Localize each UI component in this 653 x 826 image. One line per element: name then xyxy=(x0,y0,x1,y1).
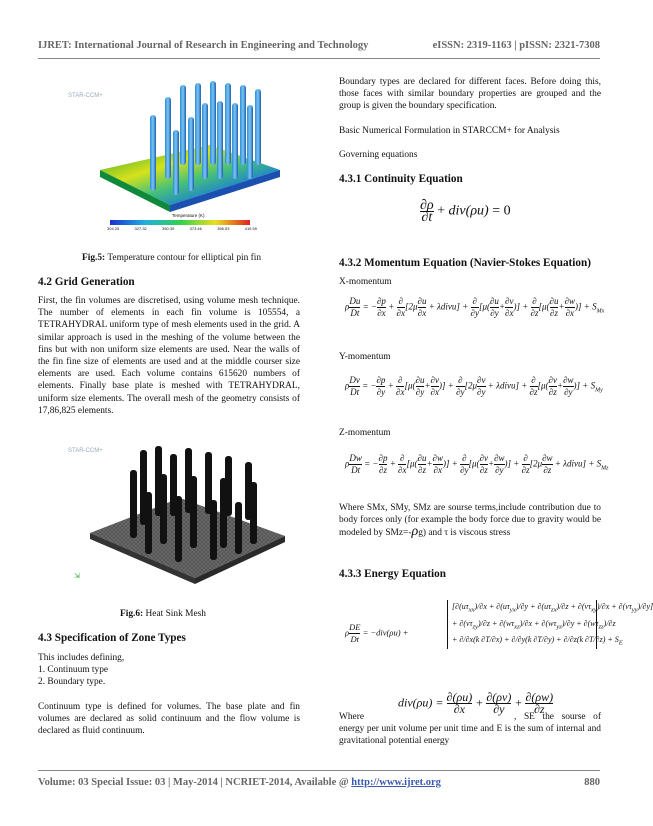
section-4-3-2-title: 4.3.2 Momentum Equation (Navier-Stokes Equation) xyxy=(339,257,591,269)
where2-paragraph xyxy=(339,711,601,748)
fig5-tick: 373.46 xyxy=(189,226,202,231)
section-4-3-item-2: 2. Boundary type. xyxy=(38,677,106,688)
section-4-3-title: 4.3 Specification of Zone Types xyxy=(38,632,186,644)
footer-volume-info xyxy=(38,777,441,788)
section-4-3-1-title: 4.3.1 Continuity Equation xyxy=(339,173,463,185)
svg-text:⇲: ⇲ xyxy=(74,573,80,580)
rho-symbol: ρ xyxy=(411,524,419,540)
section-4-2-text: First, the fin volumes are discretised, using volume mesh technique. The number of elements in each fin volume is 105554, a TETRAHYDRAL uniform type of mesh elements used in the grid. A similar approach is used in the meshing of the volume between the fins but with non uniform size elements are used. Near the walls of the fin fine size of elements are used and at the middle courser size elements are used. Each volume contains 615620 numbers of elements. Finally base plate is meshed with TETRAHYDRAL, uniform size elements. The overall mesh of the geometry consists of 17,86,825 elements. xyxy=(38,296,300,416)
fig6-image xyxy=(60,438,295,588)
footer-left-text: Volume: 03 Special Issue: 03 | May-2014 | NCRIET-2014, Available @ xyxy=(38,777,349,788)
fig5-caption-label: Fig.5: xyxy=(82,253,106,263)
divergence-equation: div(ρu) = $\frac{\partial(\rho u)}{\partial x}$ + $\frac{\partial(\rho v)}{\partial y}$ + $\frac{\partial(\rho w)}{\partial z}$ xyxy=(398,690,554,716)
fig5-colorbar-ticks xyxy=(107,226,257,231)
y-momentum-equation: ρ $\frac{Dv}{Dt}$ = − $\frac{\partial p}{\partial y}$ + $\frac{\partial}{\partial x}$ [μ( $\frac{\partial u}{\partial y}$ + $\frac{\partial v}{\partial x}$ )] + $\frac{\partial}{\partial y}$ [2μ $\frac{\partial v}{\partial y}$ + λdivu] + $\frac{\partial}{\partial z}$ [μ( $\frac{\partial v}{\partial z}$ + $\frac{\partial w}{\partial y}$ )] + $S_{My}$ xyxy=(345,375,603,397)
where2-word: Where xyxy=(339,712,364,722)
fig6-logo: STAR-CCM+ xyxy=(68,448,103,454)
fig5-contour-graphic xyxy=(60,75,295,235)
section-4-2-body xyxy=(38,295,300,417)
fig6-caption-text: Heat Sink Mesh xyxy=(143,609,206,619)
right-intro xyxy=(339,76,601,161)
fig5-caption xyxy=(82,253,261,263)
section-4-3-text: Continuum type is defined for volumes. The base plate and fin volumes are declared as solid continuum and the flow volume is declared as fluid continuum. xyxy=(38,701,300,737)
journal-link[interactable]: http://www.ijret.org xyxy=(351,777,441,788)
numerical-formulation-line: Basic Numerical Formulation in STARCCM+ for Analysis xyxy=(339,125,560,136)
where-tail: g) and τ is viscous stress xyxy=(418,528,511,539)
continuity-equation: $\frac{\partial\rho}{\partial t}$ + div(ρu) = 0 xyxy=(420,198,511,225)
running-header xyxy=(38,40,600,51)
section-4-3-item-1: 1. Continuum type xyxy=(38,665,109,676)
where-text: Where SMx, SMy, SMz are sourse terms,include contribution due to body forces only (for example the body force due to gravity would be modeled by SMz=- xyxy=(339,503,601,539)
fig5-tick: 304.25 xyxy=(107,226,120,231)
fig5-tick: 350.39 xyxy=(162,226,175,231)
footer xyxy=(38,777,600,788)
journal-name: IJRET: International Journal of Research in Engineering and Technology xyxy=(38,40,369,51)
where-paragraph xyxy=(339,502,601,540)
fig5-colorbar-title: Temperature (K) xyxy=(172,213,205,218)
fig5-caption-text: Temperature contour for elliptical pin fin xyxy=(105,253,262,263)
fig5-image xyxy=(60,75,295,235)
governing-equations-line: Governing equations xyxy=(339,149,418,160)
fig6-caption-label: Fig.6: xyxy=(120,609,144,619)
fig6-caption xyxy=(120,609,206,619)
fig5-tick: 419.59 xyxy=(244,226,257,231)
issn: eISSN: 2319-1163 | pISSN: 2321-7308 xyxy=(432,40,600,51)
section-4-3-3-title: 4.3.3 Energy Equation xyxy=(339,568,446,580)
x-momentum-equation: ρ $\frac{Du}{Dt}$ = − $\frac{\partial p}{\partial x}$ + $\frac{\partial}{\partial x}$ [2μ $\frac{\partial u}{\partial x}$ + λdivu] + $\frac{\partial}{\partial y}$ [μ( $\frac{\partial u}{\partial y}$ + $\frac{\partial v}{\partial x}$ )] + $\frac{\partial}{\partial z}$ [μ( $\frac{\partial u}{\partial z}$ + $\frac{\partial w}{\partial x}$ )] + $S_{Mx}$ xyxy=(345,296,605,318)
where2-text: , SE the sourse of energy per unit volume per unit time and E is the sum of internal and gravitational potential energy xyxy=(339,712,601,747)
footer-rule xyxy=(38,770,600,771)
boundary-paragraph: Boundary types are declared for different faces. Before doing this, those faces with similar boundary properties are grouped and the group is given the boundary specification. xyxy=(339,77,601,112)
x-momentum-label: X-momentum xyxy=(339,277,392,287)
z-momentum-label: Z-momentum xyxy=(339,428,391,438)
page-number: 880 xyxy=(584,777,600,788)
section-4-3-intro: This includes defining, xyxy=(38,653,125,663)
fig5-tick: 327.32 xyxy=(134,226,147,231)
y-momentum-label: Y-momentum xyxy=(339,352,391,362)
header-rule xyxy=(38,58,600,59)
fig5-tick: 396.53 xyxy=(217,226,230,231)
section-4-3-body xyxy=(38,652,300,737)
z-momentum-equation: ρ $\frac{Dw}{Dt}$ = − $\frac{\partial p}{\partial z}$ + $\frac{\partial}{\partial x}$ [μ( $\frac{\partial u}{\partial z}$ + $\frac{\partial w}{\partial x}$ )] + $\frac{\partial}{\partial y}$ [μ( $\frac{\partial v}{\partial z}$ + $\frac{\partial w}{\partial y}$ )] + $\frac{\partial}{\partial z}$ [2μ $\frac{\partial w}{\partial z}$ + λdivu] + $S_{Mz}$ xyxy=(345,453,609,475)
fig5-logo: STAR-CCM+ xyxy=(68,93,103,99)
section-4-2-title: 4.2 Grid Generation xyxy=(38,276,135,288)
fig6-mesh-graphic xyxy=(60,438,295,588)
